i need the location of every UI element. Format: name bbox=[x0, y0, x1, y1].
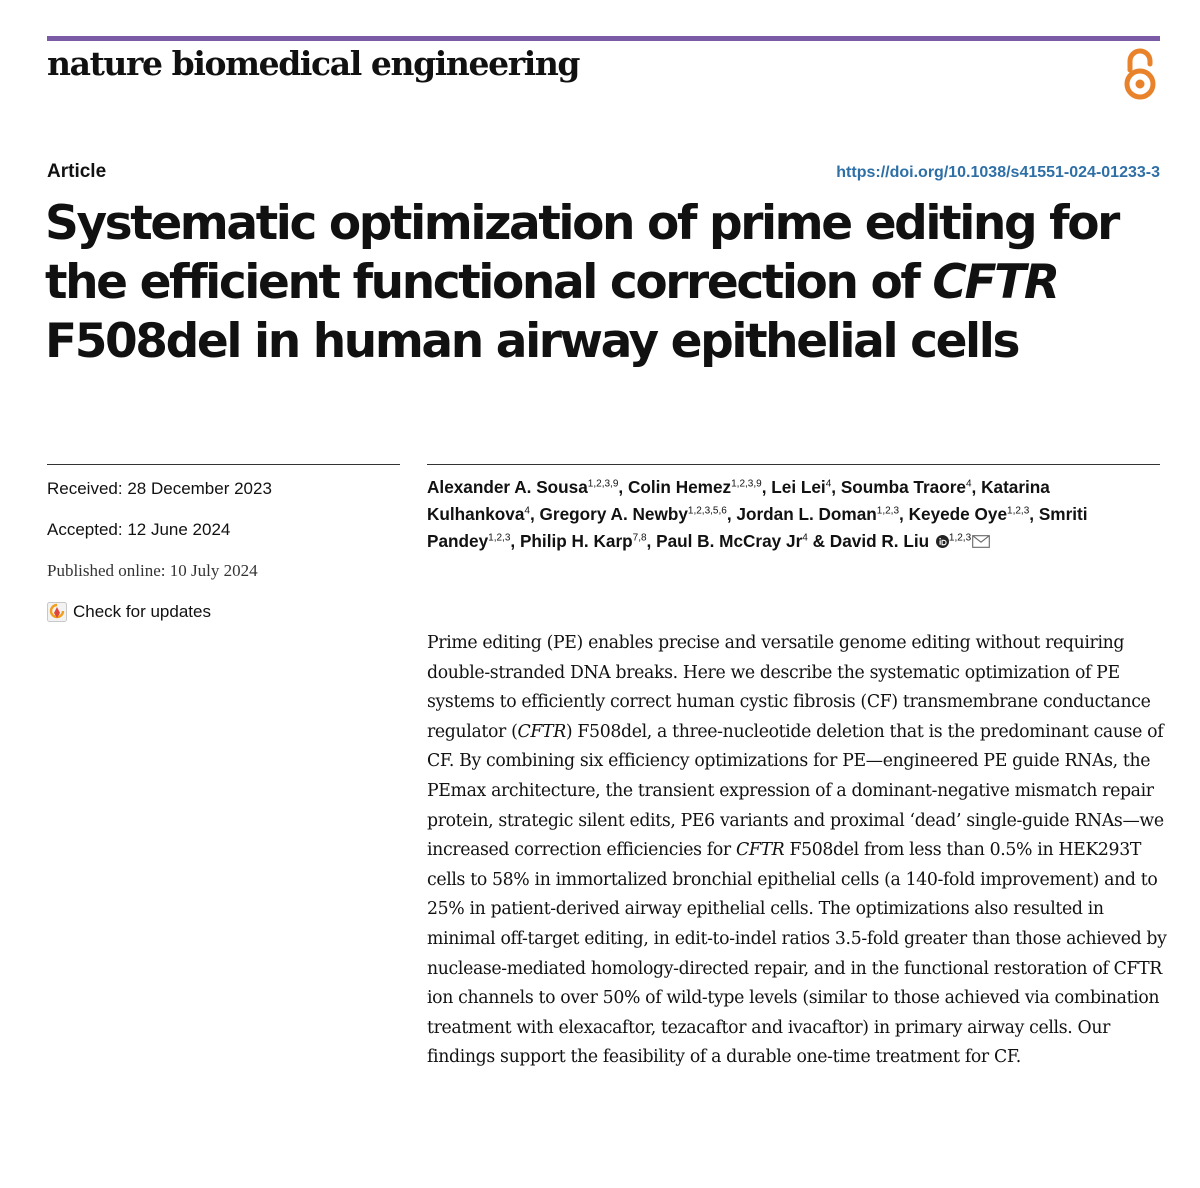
check-for-updates-button[interactable] bbox=[47, 602, 211, 622]
abstract bbox=[427, 629, 1167, 1073]
author[interactable] bbox=[736, 504, 899, 524]
accepted-date bbox=[47, 520, 230, 540]
journal-name[interactable]: nature biomedical engineering bbox=[47, 44, 580, 83]
check-for-updates-label: Check for updates bbox=[73, 602, 211, 621]
author-name: David R. Liu bbox=[829, 531, 930, 552]
author[interactable] bbox=[520, 531, 647, 551]
author-name: Alexander A. Sousa bbox=[427, 477, 588, 497]
author-affiliations[interactable]: 4 bbox=[524, 505, 530, 517]
published-label: Published online: bbox=[47, 561, 170, 580]
check-for-updates-icon bbox=[47, 602, 67, 622]
received-value: 28 December 2023 bbox=[127, 479, 272, 498]
author-affiliations[interactable]: 7,8 bbox=[632, 532, 647, 544]
journal-accent-bar bbox=[47, 36, 1160, 41]
divider-right bbox=[427, 464, 1160, 465]
title-line-1: Systematic optimization of prime editing for bbox=[45, 196, 1118, 251]
author[interactable] bbox=[771, 477, 831, 497]
abstract-part-3: F508del from less than 0.5% in HEK293T cells to 58% in immortalized bronchial epithelial cells (a 140-fold improvement) and to 25% in patient-derived airway epithelial cells. The optimizations also resulted in minimal off-target editing, in edit-to-indel ratios 3.5-fold greater than those achieved by nuclease-mediated homology-directed repair, and in the functional restoration of CFTR ion channels to over 50% of wild-type levels (similar to those achieved via combination treatment with elexacaftor, tezacaftor and ivacaftor) in primary airway cells. Our findings support the feasibility of a durable one-time treatment for CF. bbox=[427, 840, 1167, 1068]
author-affiliations[interactable]: 1,2,3,9 bbox=[587, 478, 619, 490]
author-name: Colin Hemez bbox=[627, 477, 732, 497]
author-affiliations[interactable]: 1,2,3 bbox=[1007, 505, 1030, 517]
author-affiliations[interactable]: 1,2,3,9 bbox=[731, 478, 762, 490]
author-affiliations[interactable]: 1,2,3 bbox=[876, 505, 900, 517]
author-name: Smriti Pandey bbox=[427, 504, 1088, 552]
author[interactable] bbox=[830, 531, 990, 551]
author-affiliations[interactable]: 1,2,3 bbox=[948, 532, 972, 544]
author-name: Gregory A. Newby bbox=[539, 504, 688, 525]
abstract-part-1: Prime editing (PE) enables precise and versatile genome editing without requiring double-stranded DNA breaks. Here we describe the systematic optimization of PE systems to efficiently correct human cystic fibrosis (CF) transmembrane conductance regulator ( bbox=[427, 633, 1151, 742]
author-separator: , bbox=[646, 531, 657, 552]
published-value: 10 July 2024 bbox=[169, 561, 258, 580]
received-label: Received: bbox=[47, 479, 128, 498]
accepted-value: 12 June 2024 bbox=[127, 520, 231, 539]
author-separator: , bbox=[971, 477, 982, 497]
author[interactable] bbox=[540, 504, 727, 524]
author-list bbox=[427, 474, 1162, 556]
author-affiliations[interactable]: 4 bbox=[802, 532, 808, 544]
author[interactable] bbox=[841, 477, 972, 497]
abstract-gene-2: CFTR bbox=[735, 840, 785, 861]
author-separator: , bbox=[899, 504, 909, 525]
author-affiliations[interactable]: 1,2,3,5,6 bbox=[687, 505, 727, 517]
accepted-label: Accepted: bbox=[47, 520, 128, 539]
author-separator: , bbox=[529, 504, 540, 525]
author-name: Jordan L. Doman bbox=[736, 504, 877, 525]
author[interactable] bbox=[909, 504, 1030, 524]
doi-link[interactable]: https://doi.org/10.1038/s41551-024-01233-3 bbox=[836, 164, 1160, 181]
article-type-label: Article bbox=[47, 161, 107, 182]
author-separator: , bbox=[1029, 504, 1039, 525]
open-access-icon[interactable] bbox=[1118, 46, 1162, 102]
abstract-gene-1: CFTR bbox=[517, 721, 566, 742]
author-separator: & bbox=[807, 531, 830, 552]
author-separator: , bbox=[831, 477, 841, 497]
author-affiliations[interactable]: 1,2,3 bbox=[488, 532, 511, 544]
article-title bbox=[45, 194, 1165, 371]
author-affiliations[interactable]: 4 bbox=[965, 478, 972, 490]
author-separator: , bbox=[510, 531, 520, 552]
author-name: Keyede Oye bbox=[908, 504, 1008, 525]
received-date bbox=[47, 479, 272, 499]
title-gene-name: CFTR bbox=[932, 255, 1058, 310]
title-line-2: the efficient functional correction of bbox=[45, 255, 933, 310]
author[interactable] bbox=[656, 531, 808, 551]
abstract-part-2: ) F508del, a three-nucleotide deletion that is the predominant cause of CF. By combining six efficiency optimizations for PE—engineered PE guide RNAs, the PEmax architecture, the transient expression of a dominant-negative mismatch repair protein, strategic silent edits, PE6 variants and proximal ‘dead’ single-guide RNAs—we increased correction efficiencies for bbox=[427, 721, 1164, 861]
author-name: Paul B. McCray Jr bbox=[656, 531, 803, 552]
author-name: Lei Lei bbox=[771, 477, 826, 497]
author-name: Soumba Traore bbox=[840, 477, 966, 497]
author-affiliations[interactable]: 4 bbox=[825, 478, 832, 490]
divider-left bbox=[47, 464, 400, 465]
author[interactable] bbox=[427, 477, 618, 497]
author-separator: , bbox=[618, 477, 628, 497]
orcid-icon[interactable] bbox=[936, 535, 949, 548]
title-line-3: F508del in human airway epithelial cells bbox=[45, 314, 1019, 369]
author-separator: , bbox=[726, 504, 737, 525]
author-separator: , bbox=[761, 477, 772, 497]
author-name: Philip H. Karp bbox=[519, 531, 633, 552]
author-name: Katarina Kulhankova bbox=[427, 477, 1050, 525]
published-date bbox=[47, 561, 258, 581]
email-icon[interactable] bbox=[972, 535, 990, 548]
author[interactable] bbox=[628, 477, 762, 497]
